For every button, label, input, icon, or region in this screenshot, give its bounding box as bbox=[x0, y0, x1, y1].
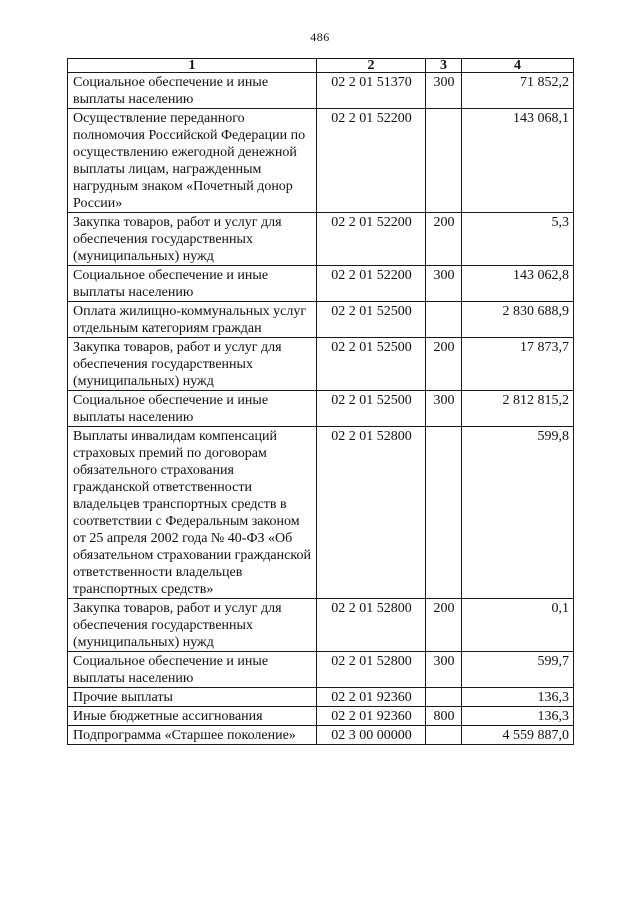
table-row bbox=[68, 302, 574, 338]
row-amount: 143 068,1 bbox=[462, 109, 574, 213]
table-row bbox=[68, 213, 574, 266]
row-code: 02 2 01 52200 bbox=[317, 109, 426, 213]
table-row bbox=[68, 266, 574, 302]
row-expense-type: 300 bbox=[426, 266, 462, 302]
row-expense-type bbox=[426, 726, 462, 745]
row-amount: 2 812 815,2 bbox=[462, 391, 574, 427]
row-expense-type bbox=[426, 688, 462, 707]
row-code: 02 2 01 52800 bbox=[317, 599, 426, 652]
row-name: Закупка товаров, работ и услуг для обеспечения государственных (муниципальных) нужд bbox=[68, 599, 317, 652]
row-name: Социальное обеспечение и иные выплаты населению bbox=[68, 266, 317, 302]
table-row bbox=[68, 109, 574, 213]
row-code: 02 2 01 92360 bbox=[317, 707, 426, 726]
header-col-2: 2 bbox=[317, 59, 426, 73]
row-code: 02 3 00 00000 bbox=[317, 726, 426, 745]
row-name: Оплата жилищно-коммунальных услуг отдельным категориям граждан bbox=[68, 302, 317, 338]
row-amount: 0,1 bbox=[462, 599, 574, 652]
row-amount: 4 559 887,0 bbox=[462, 726, 574, 745]
row-expense-type: 300 bbox=[426, 73, 462, 109]
row-amount: 71 852,2 bbox=[462, 73, 574, 109]
row-amount: 136,3 bbox=[462, 688, 574, 707]
table-row bbox=[68, 652, 574, 688]
row-code: 02 2 01 52800 bbox=[317, 427, 426, 599]
row-expense-type: 200 bbox=[426, 599, 462, 652]
row-expense-type: 300 bbox=[426, 652, 462, 688]
row-expense-type bbox=[426, 427, 462, 599]
row-amount: 599,7 bbox=[462, 652, 574, 688]
header-col-1: 1 bbox=[68, 59, 317, 73]
table-row bbox=[68, 726, 574, 745]
row-name: Социальное обеспечение и иные выплаты населению bbox=[68, 73, 317, 109]
row-code: 02 2 01 52500 bbox=[317, 302, 426, 338]
row-code: 02 2 01 52500 bbox=[317, 391, 426, 427]
row-code: 02 2 01 52200 bbox=[317, 213, 426, 266]
row-amount: 143 062,8 bbox=[462, 266, 574, 302]
row-amount: 599,8 bbox=[462, 427, 574, 599]
row-expense-type bbox=[426, 109, 462, 213]
table-row bbox=[68, 707, 574, 726]
row-name: Социальное обеспечение и иные выплаты населению bbox=[68, 391, 317, 427]
table-row bbox=[68, 688, 574, 707]
table-row bbox=[68, 391, 574, 427]
table-body bbox=[68, 73, 574, 745]
table-row bbox=[68, 599, 574, 652]
row-name: Закупка товаров, работ и услуг для обеспечения государственных (муниципальных) нужд bbox=[68, 338, 317, 391]
table-row bbox=[68, 427, 574, 599]
row-expense-type: 200 bbox=[426, 338, 462, 391]
header-row bbox=[68, 59, 574, 73]
row-name: Подпрограмма «Старшее поколение» bbox=[68, 726, 317, 745]
row-name: Выплаты инвалидам компенсаций страховых премий по договорам обязательного страхования гражданской ответственности владельцев транспортных средств в соответствии с Федеральным законом от 25 апреля 2002 года № 40-ФЗ «Об обязательном страховании гражданской ответственности владельцев транспортных средств» bbox=[68, 427, 317, 599]
row-amount: 136,3 bbox=[462, 707, 574, 726]
table-row bbox=[68, 73, 574, 109]
row-name: Социальное обеспечение и иные выплаты населению bbox=[68, 652, 317, 688]
row-expense-type: 800 bbox=[426, 707, 462, 726]
page-number: 486 bbox=[310, 30, 330, 44]
header-col-3: 3 bbox=[426, 59, 462, 73]
row-amount: 2 830 688,9 bbox=[462, 302, 574, 338]
row-code: 02 2 01 92360 bbox=[317, 688, 426, 707]
header-col-4: 4 bbox=[462, 59, 574, 73]
budget-table bbox=[67, 58, 574, 745]
row-code: 02 2 01 52800 bbox=[317, 652, 426, 688]
row-code: 02 2 01 52200 bbox=[317, 266, 426, 302]
row-name: Иные бюджетные ассигнования bbox=[68, 707, 317, 726]
table-header bbox=[68, 59, 574, 73]
row-name: Осуществление переданного полномочия Российской Федерации по осуществлению ежегодной денежной выплаты лицам, награжденным нагрудным знаком «Почетный донор России» bbox=[68, 109, 317, 213]
row-amount: 5,3 bbox=[462, 213, 574, 266]
row-code: 02 2 01 51370 bbox=[317, 73, 426, 109]
table-row bbox=[68, 338, 574, 391]
row-name: Закупка товаров, работ и услуг для обеспечения государственных (муниципальных) нужд bbox=[68, 213, 317, 266]
row-expense-type: 200 bbox=[426, 213, 462, 266]
row-name: Прочие выплаты bbox=[68, 688, 317, 707]
row-expense-type: 300 bbox=[426, 391, 462, 427]
row-code: 02 2 01 52500 bbox=[317, 338, 426, 391]
row-amount: 17 873,7 bbox=[462, 338, 574, 391]
row-expense-type bbox=[426, 302, 462, 338]
